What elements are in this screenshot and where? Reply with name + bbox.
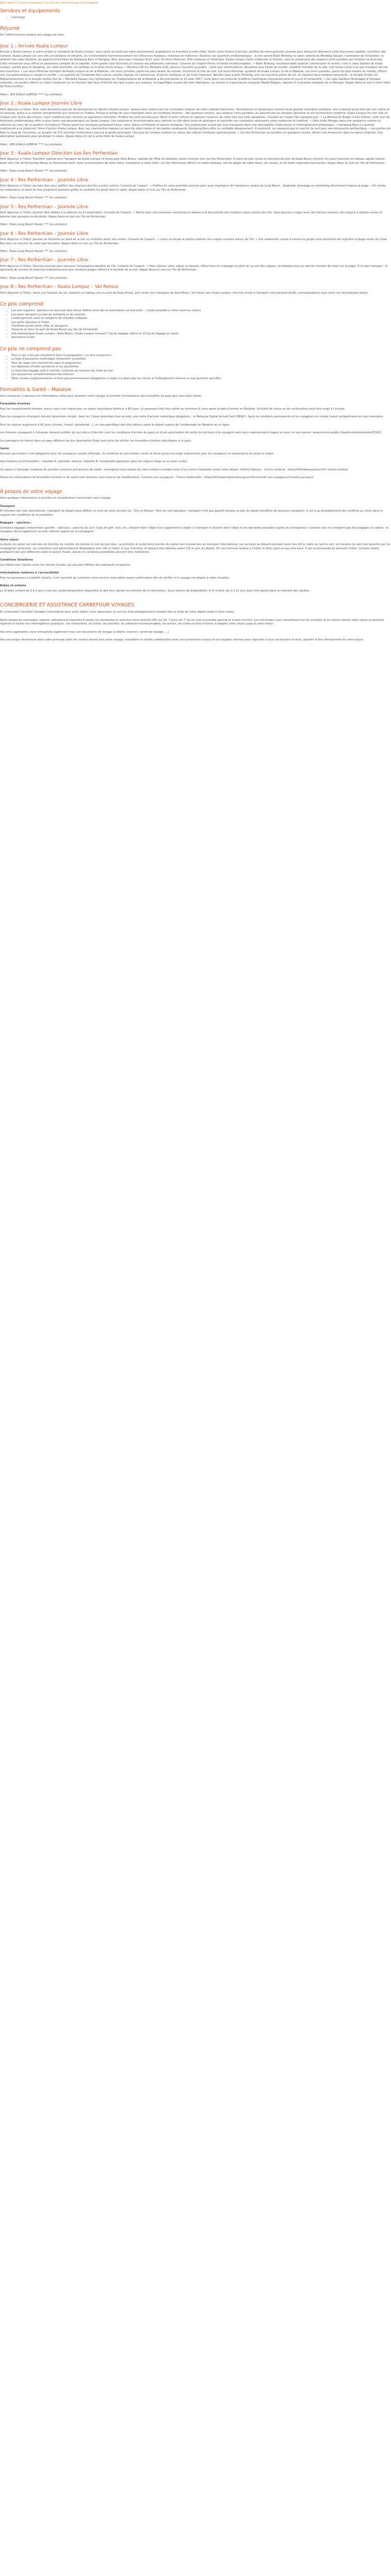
formalites-paragraph: Pour les séjours supérieurs à 90 jours (études, travail, volontariat...), un visa spécifique doit être obtenu avant le départ auprès de l'ambassade de Malaisie ou en ligne. <box>0 423 230 427</box>
day-title: Jour 3 : Kuala Lumpur Direction Les Îles Perhentian <box>0 150 118 156</box>
includes-title: Ce prix comprend <box>0 301 43 308</box>
product-page <box>0 0 391 642</box>
excludes-title: Ce prix ne comprend pas <box>0 346 61 352</box>
day-hotel: Hôtel : Bubu Long Beach Resort *** (ou similaire) <box>0 249 68 253</box>
services-title: Services et équipements <box>0 8 60 14</box>
propos-intro: Voici quelques informations à prendre en considération concernant votre voyage. <box>0 497 112 500</box>
excludes-section <box>0 346 391 381</box>
propos-section <box>0 489 391 593</box>
day-hotel: Hôtel : IBIS KUALA LUMPUR **** (ou similaire) <box>0 143 62 146</box>
includes-item: • Les taxes aéroport La taxe de solidarité et de carbone <box>11 313 391 317</box>
access-subheading: Informations relatives à l'accessibilité <box>0 571 59 575</box>
day-text: Petit déjeuner à l'hôtel. Dernière journée pour savourer l'atmosphère paisible de l'île. Conseils de l'expert : • Pour clôturer votre séjour en beauté, offrez-vous un massage en plein air au son des vagues, ou baladez-vous au dernier coucher de soleil sur la plage. À ne pas manquer : le spectacle de lumière de plancton bioluminescent que certaines plages offrent à la tombée de la nuit. Repas libres et nuit sur l'île de Perhentian. <box>0 264 388 272</box>
day-title: Jour 1 : Arrivée Kuala Lumpur <box>0 43 69 49</box>
day-text: Petit déjeuner à l'hôtel. Transfert matinal vers l'aéroport de Kuala Lumpur et envol pour Kota Bharu, capitale de l'État du Kelantan, porte d'entrée vers les îles Perhentian. À votre arrivée, route en direction du port de Kuala Besut (environ 1h) puis traversée en bateau rapide (speed-boat) vers l'île de Perhentian Besar ou Perhentian Kecil, selon la localisation de votre hôtel. Installation à votre hôtel. Les îles Perhentian offrent un cadre idyllique, fait de plages de sable blanc, de coraux, et de forêts tropicales luxuriantes. Repas libres et nuit sur l'île de Perhentian. <box>0 158 385 165</box>
includes-item: • Vols domestiques Kuala Lumpur / Kota Bharu / Kuala Lumpur incluant 7 kg de bagage cabine et 20 kg de bagage en soute <box>11 332 391 336</box>
day-title: Jour 2 : Kuala Lumpur Journée Libre <box>0 101 83 107</box>
concierge-paragraph: En choisissant Carrefour Voyages Conciergerie pour votre séjour, vous optez pour un service d'accompagnement complet dès la veille de votre départ jusqu'à votre retour. <box>0 611 235 614</box>
day-hotel: Hôtel : Bubu Long Beach Resort *** (ou similaire) <box>0 170 68 173</box>
day-2 <box>0 101 391 147</box>
includes-item: • Les vols réguliers, spécieux ou low-cost aller-retour (billets émis dès la réservation sur low-cost) - ( locale possible à l'aller ou/et au retour) <box>11 309 391 313</box>
formalites-paragraph: Tous les voyageurs étrangers doivent désormais remplir, dans les 3 jours précédant leur arrivée, une carte d'arrivée numérique obligatoire : la Malaysia Digital Arrival Card (MDAC). Seuls les résidents permanents et les voyageurs en simple transit aéroportuaire en sont exemptés. <box>0 415 384 419</box>
includes-list <box>0 309 391 340</box>
formalites-paragraph: Les mineurs voyageant à l'étranger doivent justifier de leur pièce d'identité (voir les conditions d'entrée du pays) et d'une autorisation de sortie du territoire s'ils voyagent sans leurs représentants légaux ou avec un seul parent. www.service-public.fr/particuliers/vosdroits/F1922 <box>0 431 382 435</box>
concierge-paragraph: Notre équipe de concierges, experts, anticipera et répondra à toutes vos demandes et assurera votre sérénité 24h sur 24, 7 jours sur 7 via un chat accessible partout et à tout moment. Les concierges vous conseilleront sur les activités et les sorties durant votre séjour et pourront répondre à toutes vos interrogations pratiques : les restaurants, les loisirs, les activités, les adresses incontournables, les sorties, les visites et bien d'autres à adapter votre séjour jusqu'à votre retour. <box>0 618 384 626</box>
bagages-paragraph: Certaines bagages (notamment sportifs – spécieux – planche de surf, clubs de golf, vélo, etc.) doivent faire l'objet d'un supplément à régler à l'aéroport et doivent faire l'objet d'une demande préalable auprès du transporteur. Certains vols ne comptent que des bagages en cabine : le voyageur devra également se tenir informé auprès de la compagnie. <box>0 526 389 534</box>
sante-paragraph: Vaccinations recommandées : hépatite A, typhoïde, tétanos, hépatite B, encéphalite japonaise (pour les séjours longs ou en zone rurale). <box>0 460 188 464</box>
formalites-intro: Vous trouverez ci-dessous les informations utiles pour préparer votre voyage et prendre connaissance des actualités du pays que vous allez visiter. <box>0 395 202 398</box>
sante-paragraph: Aucune vaccination n'est obligatoire pour les voyageurs venant d'Europe. Un certificat de vaccination contre la fièvre jaune est exigé uniquement pour les voyageurs en provenance de zones à risque. <box>0 452 274 455</box>
excludes-item: • Les assurances complémentaires facultatives <box>11 373 391 377</box>
excludes-item: • Les dépenses d'ordre personnel et les pourboires <box>11 365 391 369</box>
day-text: Petit déjeuner à l'hôtel. Pour cette deuxième journée de découverte en liberté à Kuala Lumpur, laissez-vous séduire par les contrastes uniques de cette capitale fascinante. Tumultueuse et dynamique comme toute grande métropole asiatique, elle surprend aussi bien par son calme et sa sérénité, grâce à la verdure omniprésente qui l'entoure et l'habite. Prenez le temps de vous imprégner dans ses multiples facettes : des quartiers animés, aux espaces verts paisibles, en passant par les temples spirituels et son architecture moderne. Kuala Lumpur est une ville où chaque coin recèle des trésors, entre traditions bien ancrées et aspirations futuristes. Profitez de cette journée pour flâner à votre rythme et capturer l'essence de cette ville aux mille paradoxes. Conseils de l'expert Ne manquez pas : • La Menara KL Érigée à 421 mètres, cette tour de télévision emblématique offre la plus haute vue panoramique sur Kuala Lumpur. Une expérience incontournable pour admirer la ville dans toute sa splendeur et rejoindre ses contrastes saisissants entre modernité et tradition. • Little India Plongez dans une ambiance colorée et vibrante au cœur de ce quartier enchanteur. Flânez parmi les boutiques proposant tissus, saris, bijoux scintillants et épices exotiques. Une promenade à pied qui vous transporte dans une atmosphère chaleureuse et indéniablement pittoresque. • Kampung Baru Ce quartier traditionnel a su préserver l'âme d'ancien Kuala Lumpur. Avec ses charmantes maisons en bois de style malais et ses jardins verdoyants, Kampung Baru offre un véritable dépaysement. À proximité, ne manquez pas le marché de nuit pour une découverte authentique. • Les grottes de Batu Le long de l'enceinte, un escalier de 272 marches multicolores mène à la grotte principale. Des jeux de lumière mettent en valeur des statues hindoues spectaculaires. • Les îles Perhentian accessibles en quelques heures, offrent une immersion dans la nature tropicale. Une alternative séduisante pour prolonger le séjour. Repas libres et nuit à votre hôtel de Kuala Lumpur <box>0 108 390 139</box>
tabs-line: Description Ce prix comprend / Ce prix ne comprend pas Conciergerie <box>0 2 98 5</box>
services-list <box>0 16 391 20</box>
concierge-title: CONCIERGERIE ET ASSISTANCE CARREFOUR VOYAGES <box>0 602 135 608</box>
includes-item: • Traversé en ferry du port de Kuala Besut aux îles de Perhentian <box>11 328 391 332</box>
transport-subheading: Transport <box>0 504 15 508</box>
formalites-subheading: Formalités d'entrée <box>0 402 30 406</box>
formalites-paragraph: Les passagers en transit dans un pays différent de leur destination finale sont priés de vérifier les formalités d'entrée spécifiques à ce pays. <box>0 439 192 443</box>
day-5 <box>0 205 391 227</box>
day-text: Petit déjeuner à l'hôtel. Journée de farniente au bord de la mer ou activités selon vos envies. Conseils de l'expert : • Louez un kayak et partez explorer les criques cachées autour de l'île. • Une randonnée courte à travers la jungle vous permettra de rejoindre la plage isolée de Coral Bay pour un coucher de soleil spectaculaire. Repas libres et nuit sur l'île de Perhentian. <box>0 238 387 245</box>
day-hotel: Hôtel : IBIS KUALA LUMPUR **** (ou similaire) <box>0 93 62 96</box>
day-title: Jour 5 : Îles Perhentian – Journée Libre <box>0 204 89 210</box>
formalites-section <box>0 387 391 480</box>
sante-paragraph: Toutes les informations et formalités d'entrée et de santé sont données sous réserve de modifications. Conseils aux voyageurs – France Diplomatie : https//XXX/www.diplomatie.gouv.fr/fr/conseils-aux-voyageurs/conseils-par-pays/ <box>0 476 314 479</box>
day-1 <box>0 44 391 97</box>
day-3 <box>0 151 391 174</box>
excludes-item: • La franchise bagage (soit à mention contraire au moment du choix du vol) <box>11 369 391 373</box>
day-title: Jour 6 : Îles Perhentian – Journée Libre <box>0 231 89 236</box>
excludes-item: • Taxes locales supplémentaires et frais gouvernementaux obligatoires à régler sur place par les clients à l'hébergement réservé ou aux guichets spécifiés <box>11 377 391 381</box>
services-item: • Concierge <box>11 16 391 20</box>
services-section <box>0 8 391 20</box>
sejour-paragraph: La durée du séjour est calculée en fonction du nombre de nuitées et non de journées. La première et la dernière journée du séjour sont consacrées au transport international. Les arrivées ou départs pouvant avoir lieu tôt le matin ou tard le soir, les horaires ne sont pas garantis par les compagnies aériennes. Les chambres sont généralement disponibles vers 14h à l'hôtel, le jour d'arrivée, et doivent être libérées avant 12h le jour du départ. En cas d'arrivée tardive à l'hôtel, le dîner peut ne pas être servi. Il est recommandé de prévenir l'hôtel. Certains hôtels pratiquent des prix différents selon la saison (haute, basse) et certaines prestations peuvent être restreintes. <box>0 543 390 554</box>
day-6 <box>0 231 391 254</box>
bebes-subheading: Bébés et enfants <box>0 584 26 588</box>
concierge-paragraph: Via votre application, vous retrouverez également tous vos documents de voyage (e-billets, voucher, carnet de voyage, ...). <box>0 630 170 634</box>
day-text: Arrivée à Kuala Lumpur & votre arrivée à l'aéroport de Kuala Lumpur, vous serez accueilli par votre représentant anglophone et transféré à votre hôtel. Selon votre horaire d'arrivée, profitez de votre première journée pour découvrir librement cette fascinante capitale. Carrefour des cultures, Kuala Lumpur est une ville accueillante et vibrante, où s'entremêlent harmonieusement les influences malaises, chinoises et indiennes. Explorez ses quartiers emblématiques : le tres animé Bukit Bintang, le cœur colonial de Merdeka Square, l'animation de Chinatown, la sérénité des Lake Gardens, les galeries branchées de Kampung Baru et Bangsar. Bien ainsi que l'iconique KLCC avec les tours Petronas. Ville moderne et historique, Kuala Lumpur invite modernité et histoire, tout en préservant des espaces verts paisibles qui révèlent sa diversité. Cette immersion vous offrira un panorama complet de la capitale, entre gratte-ciels futuristes et charme des bâtiments coloniaux. Conseils de l'expert Points d'intérêt incontournables : • Bukit Bintang: incontournable quartier commerçant et animé, c'est le cœur battant de Kuala Lumpur, parfait pour le shopping, les cafés branchés, les rooftops et la food courts locaux. • Menara 118 (ou Merdeka 118), devenu l'ouverte au public : cette tour ultramoderne, deuxième plus haute du monde, redéfinit l'horizon de la ville. Une future icône à ne pas manquer lors de son ouverture. • Les tours Petronas Symbole de Kuala Lumpur et de la Malaisie, ces tours jumelles, parmi les plus hautes du monde, illuminent la ville de nuit. Les tours Petronas, symbole de Kuala Lumpur et de la Malaisie, ces tours jumelles, parmi les plus hautes du monde, offrent une vue panoramique à couper le souffle. • Le quartier de Chinatown Son culture colorée regorge de commerces, d'épices exotiques et de fruits tropicaux. Rendez-vous à Jalan Petaling, une rue couverte pleine de vie, et explorez deux temples fascinants : le temple hindou Sri Mahamariamman et le temple taoïste Sze Ya. • Merdeka Square Lieu symbolique où l'indépendance de la Malaisie a été proclamée le 31 août 1957, cette place est entourée d'édifices historiques impressionnants et ouvre la tranquillité. • Les Lake Gardens Aménagés à l'époque coloniale, ces jardins offrent un cadre verdoyant où se trouvent des lieux d'intérêt tels que le parc aux oiseaux, la magnifique musée des Arts islamiques, ou encore la majestueuse mosquée Masjid Negara, réputée et la grande mosquée de La Mecque. Repas libres et nuit à votre hôtel de Kuala Lumpur <box>0 50 390 89</box>
day-hotel: Hôtel : Bubu Long Beach Resort *** (ou similaire) <box>0 196 68 200</box>
day-4 <box>0 178 391 200</box>
day-text: Petit déjeuner à l'hôtel. Journée libre pour profiter des charmes des îles à votre rythme. Conseils de l'expert : • Profitez de votre première journée pour vous imprégner de l'ambiance unique de Long Beach : baignade, bronzage ou snorkeling directement depuis la plage. • En soirée, les restaurants en bord de mer proposent poissons grillés et cocktails les pieds dans le sable. Repas libres et nuit sur l'île de Perhentian. <box>0 184 386 192</box>
access-paragraph: Pour les personnes à mobilité réduite, il est conseillé de contacter notre service réservation avant confirmation afin de vérifier si le voyage est adapté à votre situation. <box>0 576 230 580</box>
excludes-item: • Tout ce qui n'est pas mentionné dans le paragraphe « Le prix comprend » <box>11 354 391 358</box>
day-title: Jour 4 : Îles Perhentian – Journée Libre <box>0 177 89 183</box>
conditions-paragraph: Les hôtels sont classés selon les normes locales, qui peuvent différer des standards européens. <box>0 563 131 567</box>
day-hotel: Hôtel : Bubu Long Beach Resort *** (ou similaire) <box>0 276 68 280</box>
excludes-item: • Tous les repas non mentionnés dans le programme <box>11 362 391 365</box>
formalites-paragraph: Pour les ressortissants français, aucun visa n'est requis pour un séjour touristique inférieur à 90 jours. Le passeport doit être valide au minimum 6 mois après la date d'entrée en Malaisie. Un billet de retour ou de continuation peut être exigé à l'arrivée. <box>0 407 346 411</box>
day-7 <box>0 258 391 280</box>
day-title: Jour 8 : Îles Perhentian – Kuala Lumpur – Vol Retour <box>0 284 119 290</box>
sejour-subheading: Votre séjour <box>0 538 19 541</box>
day-8 <box>0 284 391 295</box>
includes-item: • Transferts privés entre villes et aéroports <box>11 325 391 328</box>
transport-paragraph: En fonction des vols sélectionnés, l'aéroport de départ peut différer et celui de votre arrivée (ex : Orly et Roissy). Pour les vols spéciaux, l'aéroport n'est pas garanti lorsque la ville de départ bénéficie de plusieurs aéroports, le vol a pu préalablement été confirmé au client dans le respect des conditions de la prestation. <box>0 510 383 517</box>
resume-title: Résumé <box>0 26 20 32</box>
concierge-paragraph: Vos concierges deviennent alors votre principal point de contact durant tout votre voyage, travaillant en étroite collaboration avec nos partenaires locaux et nos équipes internes pour répondre à tous vos besoins et ainsi, garantir le bon déroulement de votre séjour. <box>0 638 364 641</box>
includes-item: • Les petits déjeuner à l'hôtel <box>11 321 391 325</box>
day-hotel: Hôtel : Bubu Long Beach Resort *** (ou similaire) <box>0 223 68 227</box>
bagages-subheading: Bagages – spécieux : <box>0 521 32 525</box>
day-text: Petit déjeuner à l'hôtel. Selon vos horaires de vol, transfert en bateau vers le port de Kuala Besut, puis route vers l'aéroport de Kota Bharu. Vol retour vers Kuala Lumpur. Une fois arrivé à l'aéroport international (KLIA), correspondance avec votre vol international retour. <box>0 291 368 295</box>
resume-intro: De l'effervescence urbaine aux plages de rêve. <box>0 33 65 37</box>
day-title: Jour 7 : Îles Perhentian – Journée Libre <box>0 258 89 263</box>
sante-subheading: Santé <box>0 447 9 451</box>
sante-paragraph: Un séjour à l'étranger implique de prendre certaines précautions de santé : renseignez-vous auprès de votre médecin traitant et/ou d'un centre hospitalier avant votre départ. Institut Pasteur – Centre médical : https//XXX/www.pasteur.fr/fr centre-medical <box>0 468 348 471</box>
includes-section <box>0 301 391 340</box>
day-text: Petit déjeuner à l'hôtel. Journée libre dédiée à la détente ou à l'exploration. Conseils de l'expert : • Partez pour une excursion snorkeling en bateau à la découverte des meilleurs spots autour des îles. Vous pourrez y nager avec des tortues marines, des requins à pointes noires et admirer des poissons multicolores. Repas libres et nuit sur l'île de Perhentian. <box>0 211 382 218</box>
propos-title: À propos de votre voyage <box>0 489 62 495</box>
bebes-paragraph: Le lit bébé (enfant de 0 à 2 ans) n'est pas systématiquement disponible et doit être signalé au moment de la réservation. Sous réserve de disponibilité, le lit enfant (de 2 à 12 ans) peut être ajouté dans la chambre des adultes. <box>0 589 311 592</box>
includes-item: • L'hébergement selon la catégorie de chambre indiquée <box>11 317 391 320</box>
conditions-subheading: Conditions hôtelières <box>0 558 33 562</box>
includes-item: • Assistance locale <box>11 336 391 340</box>
excludes-list <box>0 354 391 381</box>
resume-section <box>0 26 391 37</box>
concierge-section <box>0 602 391 642</box>
formalites-title: Formalités & Santé – Malaisie <box>0 387 71 393</box>
excludes-item: • La taxe d'assurance multirisque (fortement conseillée) <box>11 358 391 361</box>
